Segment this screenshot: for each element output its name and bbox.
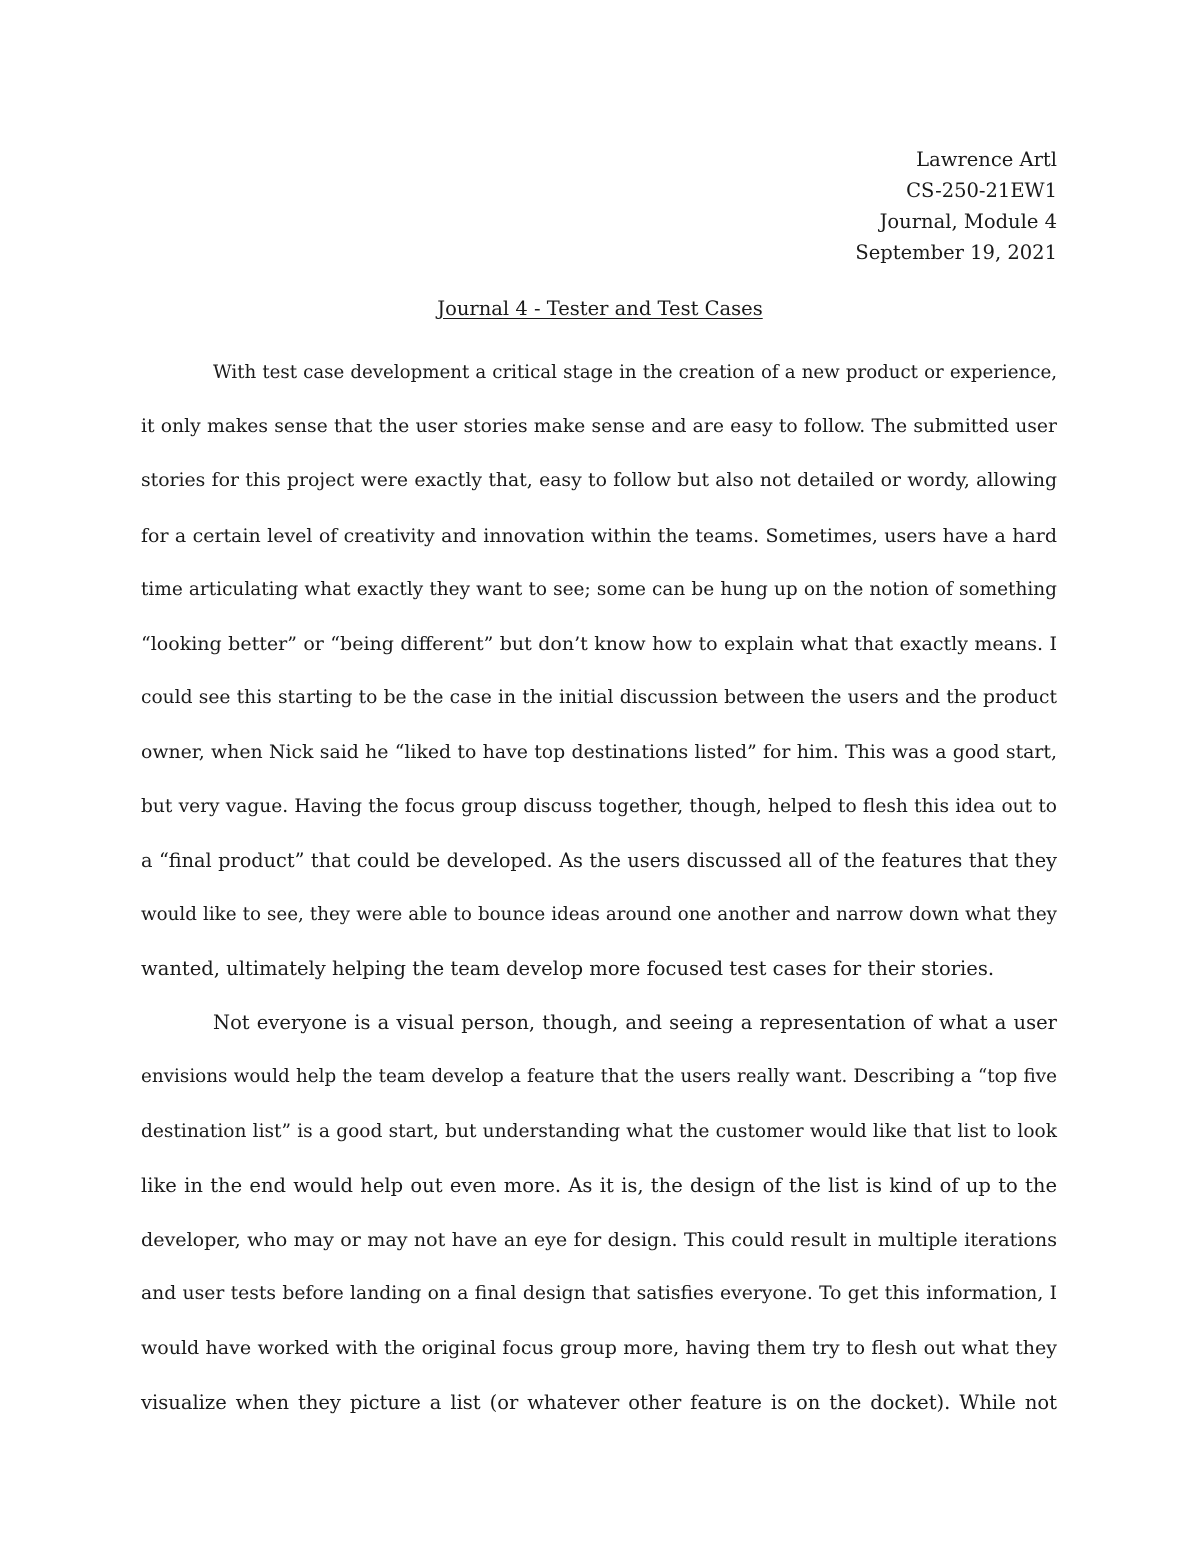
paragraph-line: visualize when they picture a list (or whatever other feature is on the docket). While not xyxy=(141,1390,1057,1414)
document-date: September 19, 2021 xyxy=(855,241,1057,264)
paragraph-line: “looking better” or “being different” but don’t know how to explain what that exactly means. I xyxy=(141,632,1057,655)
author-name: Lawrence Artl xyxy=(916,148,1057,171)
paragraph-line: time articulating what exactly they want to see; some can be hung up on the notion of something xyxy=(141,578,1057,600)
paragraph-line: but very vague. Having the focus group discuss together, though, helped to flesh this idea out to xyxy=(141,795,1057,817)
course-code: CS-250-21EW1 xyxy=(906,179,1057,202)
paragraph-line: Not everyone is a visual person, though, and seeing a representation of what a user xyxy=(213,1011,1057,1035)
paragraph-line: it only makes sense that the user stories make sense and are easy to follow. The submitted user xyxy=(141,416,1057,438)
header-block xyxy=(855,144,1057,268)
paragraph-line: like in the end would help out even more. As it is, the design of the list is kind of up to the xyxy=(141,1173,1057,1197)
paragraph-line: owner, when Nick said he “liked to have top destinations listed” for him. This was a good start, xyxy=(141,741,1057,764)
paragraph-line: envisions would help the team develop a feature that the users really want. Describing a “top five xyxy=(141,1066,1057,1088)
paragraph-line: destination list” is a good start, but understanding what the customer would like that list to look xyxy=(141,1120,1057,1142)
paragraph-line: for a certain level of creativity and innovation within the teams. Sometimes, users have a hard xyxy=(141,524,1057,547)
paragraph-line: would like to see, they were able to bounce ideas around one another and narrow down what they xyxy=(141,903,1057,925)
assignment-name: Journal, Module 4 xyxy=(879,210,1057,233)
paragraph-line: stories for this project were exactly that, easy to follow but also not detailed or wordy, allowing xyxy=(141,470,1057,492)
paragraph-line: developer, who may or may not have an eye for design. This could result in multiple iterations xyxy=(141,1229,1057,1251)
paragraph-line: and user tests before landing on a final design that satisfies everyone. To get this information, I xyxy=(141,1283,1057,1305)
paragraph-line: a “final product” that could be developed. As the users discussed all of the features that they xyxy=(141,848,1057,872)
paragraph-line: With test case development a critical stage in the creation of a new product or experience, xyxy=(213,362,1057,383)
document-title: Journal 4 - Tester and Test Cases xyxy=(437,297,763,320)
paragraph-line: wanted, ultimately helping the team develop more focused test cases for their stories. xyxy=(141,957,995,981)
paragraph-line: would have worked with the original focus group more, having them try to flesh out what they xyxy=(141,1337,1057,1360)
paragraph-line: could see this starting to be the case in the initial discussion between the users and the product xyxy=(141,687,1057,709)
body-text xyxy=(141,358,1057,1442)
